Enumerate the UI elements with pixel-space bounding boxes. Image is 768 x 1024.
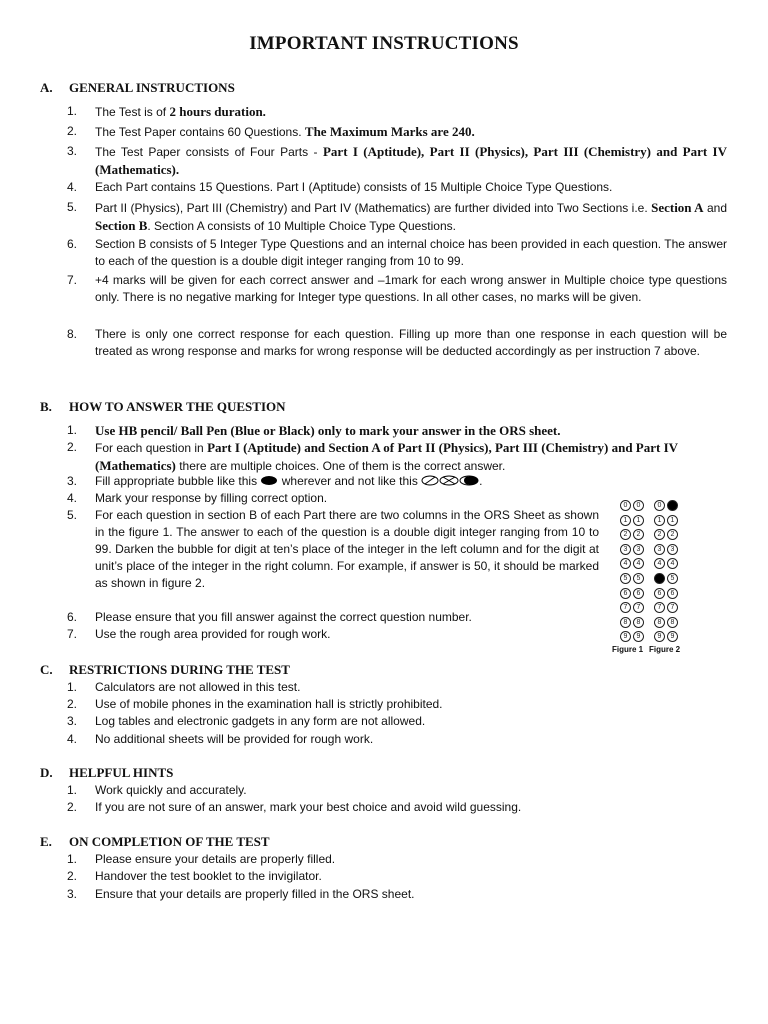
- item-text: Part II (Physics), Part III (Chemistry) and Part IV (Mathematics) are further divided into Two Sections i.e.: [95, 201, 652, 215]
- ors-bubble-fig1-col2-7: 7: [633, 602, 644, 613]
- item-text: . Section A consists of 10 Multiple Choice Type Questions.: [147, 219, 456, 233]
- ors-bubble-fig2-col2-3: 3: [667, 544, 678, 555]
- ors-bubble-fig1-col1-5: 5: [620, 573, 631, 584]
- item-number: 3.: [67, 474, 78, 488]
- ors-bubble-fig2-col1-2: 2: [654, 529, 665, 540]
- section-title: HELPFUL HINTS: [69, 765, 174, 780]
- ors-bubble-fig2-col1-5: 5: [654, 573, 665, 584]
- item-bold-text: Section B: [95, 218, 148, 233]
- ors-bubble-fig1-col2-0: 0: [633, 500, 644, 511]
- section-letter: C.: [40, 662, 53, 677]
- section-letter: E.: [40, 834, 52, 849]
- item-bold-text: Section A: [651, 200, 704, 215]
- section-letter: B.: [40, 399, 52, 414]
- item-number: 2.: [67, 869, 78, 883]
- section-title: GENERAL INSTRUCTIONS: [69, 80, 235, 95]
- item-number: 2.: [67, 440, 78, 454]
- ors-bubble-fig2-col2-7: 7: [667, 602, 678, 613]
- item-bold-text: 2 hours duration.: [169, 104, 266, 119]
- ors-bubble-fig2-col1-0: 0: [654, 500, 665, 511]
- ors-bubble-fig1-col1-0: 0: [620, 500, 631, 511]
- ors-bubble-fig2-col1-1: 1: [654, 515, 665, 526]
- section-title: RESTRICTIONS DURING THE TEST: [69, 662, 290, 677]
- item-text: Fill appropriate bubble like this: [95, 474, 261, 488]
- item-number: 5.: [67, 200, 78, 214]
- item-text: +4 marks will be given for each correct answer and –1mark for each wrong answer in Multiple choice type questions only. There is no negative marking for Integer type questions. In all other cases, no marks will be given.: [95, 273, 727, 304]
- item-number: 5.: [67, 508, 78, 522]
- slashed-bubble-icon: [421, 475, 439, 486]
- item-number: 6.: [67, 610, 78, 624]
- item-text: The Test Paper consists of Four Parts -: [95, 145, 323, 159]
- item-number: 1.: [67, 423, 78, 437]
- ors-bubble-fig2-col1-8: 8: [654, 617, 665, 628]
- item-text: there are multiple choices. One of them is the correct answer.: [175, 459, 506, 473]
- ors-bubble-fig1-col1-1: 1: [620, 515, 631, 526]
- item-bold-text: Part I (Aptitude) and Section A of: [207, 440, 395, 455]
- ors-bubble-fig1-col2-9: 9: [633, 631, 644, 642]
- section-d-heading: [40, 765, 173, 781]
- item-text: There is only one correct response for each question. Filling up more than one response in each question will be treated as wrong response and marks for wrong response will be deducted accordingly as per instruction 7 above.: [95, 327, 727, 358]
- section-c-heading: [40, 662, 290, 678]
- ors-bubble-fig2-col2-9: 9: [667, 631, 678, 642]
- section-b-heading: [40, 399, 286, 415]
- section-title: HOW TO ANSWER THE QUESTION: [69, 399, 286, 414]
- item-number: 1.: [67, 104, 78, 118]
- item-number: 3.: [67, 144, 78, 158]
- item-text: Calculators are not allowed in this test.: [95, 680, 301, 694]
- item-bold-text: Use HB pencil/ Ball Pen (Blue or Black) only to mark your answer in the ORS sheet.: [95, 423, 561, 438]
- item-text: The Test Paper contains 60 Questions.: [95, 125, 305, 139]
- item-number: 7.: [67, 627, 78, 641]
- item-text: wherever and not like this: [278, 474, 422, 488]
- item-bold-text: Part I (Aptitude), Part II (Physics), Part III (Chemistry) and Part IV (Mathematics).: [95, 144, 727, 177]
- ors-bubble-fig1-col1-7: 7: [620, 602, 631, 613]
- item-number: 8.: [67, 327, 78, 341]
- ors-bubble-fig2-col2-5: 5: [667, 573, 678, 584]
- ors-bubble-fig1-col2-6: 6: [633, 588, 644, 599]
- item-text: The Test is of: [95, 105, 170, 119]
- ors-bubble-fig1-col2-3: 3: [633, 544, 644, 555]
- item-text: Ensure that your details are properly filled in the ORS sheet.: [95, 887, 415, 901]
- item-number: 4.: [67, 180, 78, 194]
- item-number: 4.: [67, 732, 78, 746]
- item-text: Use the rough area provided for rough work.: [95, 627, 331, 641]
- item-text: .: [479, 474, 483, 488]
- item-bold-text: Part II (Physics), Part III (Chemistry) and Part IV (Mathematics): [95, 440, 678, 473]
- item-text: No additional sheets will be provided for rough work.: [95, 732, 374, 746]
- section-title: ON COMPLETION OF THE TEST: [69, 834, 270, 849]
- item-number: 2.: [67, 124, 78, 138]
- ors-bubble-fig2-col1-6: 6: [654, 588, 665, 599]
- item-text: Each Part contains 15 Questions. Part I (Aptitude) consists of 15 Multiple Choice Type Questions.: [95, 180, 613, 194]
- ors-bubble-fig1-col2-4: 4: [633, 558, 644, 569]
- crossed-bubble-icon: [439, 475, 459, 486]
- item-text: For each question in section B of each Part there are two columns in the ORS Sheet as shown in the figure 1. The answer to each of the question is a double digit integer ranging from 10 to 99. Darken the bubble for digit at ten’s place of the integer in the left column and for the digit at unit’s place of the integer in the right column. For example, if answer is 50, it should be marked as shown in figure 2.: [95, 508, 599, 590]
- ors-bubble-fig1-col1-8: 8: [620, 617, 631, 628]
- section-e-heading: [40, 834, 270, 850]
- ors-bubble-fig2-col2-0: 0: [667, 500, 678, 511]
- ors-bubble-fig2-col2-6: 6: [667, 588, 678, 599]
- correct-bubble-icon: [260, 475, 278, 486]
- item-number: 3.: [67, 714, 78, 728]
- item-number: 3.: [67, 887, 78, 901]
- item-text: Section B consists of 5 Integer Type Questions and an internal choice has been provided in each question. The answer to each of the question is a double digit integer ranging from 10 to 99.: [95, 237, 727, 268]
- ors-bubble-fig1-col2-5: 5: [633, 573, 644, 584]
- item-number: 7.: [67, 273, 78, 287]
- item-number: 6.: [67, 237, 78, 251]
- section-a-heading: [40, 80, 235, 96]
- item-text: Please ensure your details are properly filled.: [95, 852, 336, 866]
- ors-bubble-fig2-col1-7: 7: [654, 602, 665, 613]
- ors-bubble-fig1-col2-2: 2: [633, 529, 644, 540]
- item-bold-text: The Maximum Marks are 240.: [304, 124, 475, 139]
- ors-bubble-fig1-col1-4: 4: [620, 558, 631, 569]
- item-text: Mark your response by filling correct option.: [95, 491, 328, 505]
- ors-bubble-fig1-col1-3: 3: [620, 544, 631, 555]
- ors-bubble-fig2-col2-2: 2: [667, 529, 678, 540]
- ors-bubble-fig1-col2-1: 1: [633, 515, 644, 526]
- item-text: and: [703, 201, 727, 215]
- item-text: Use of mobile phones in the examination hall is strictly prohibited.: [95, 697, 443, 711]
- ors-bubble-fig1-col1-2: 2: [620, 529, 631, 540]
- item-number: 1.: [67, 783, 78, 797]
- item-text: If you are not sure of an answer, mark your best choice and avoid wild guessing.: [95, 800, 522, 814]
- figure-1-caption: Figure 1: [612, 645, 644, 654]
- item-number: 1.: [67, 680, 78, 694]
- section-letter: D.: [40, 765, 53, 780]
- figure-2-caption: Figure 2: [649, 645, 681, 654]
- ors-bubble-fig2-col2-1: 1: [667, 515, 678, 526]
- item-number: 4.: [67, 491, 78, 505]
- item-text: Work quickly and accurately.: [95, 783, 247, 797]
- ors-bubble-fig2-col2-4: 4: [667, 558, 678, 569]
- item-number: 2.: [67, 800, 78, 814]
- item-number: 1.: [67, 852, 78, 866]
- item-text: For each question in: [95, 441, 208, 455]
- ors-bubble-fig2-col2-8: 8: [667, 617, 678, 628]
- ors-bubble-fig1-col1-6: 6: [620, 588, 631, 599]
- ors-bubble-fig1-col1-9: 9: [620, 631, 631, 642]
- item-number: 2.: [67, 697, 78, 711]
- ors-bubble-fig2-col1-3: 3: [654, 544, 665, 555]
- ors-bubble-fig2-col1-9: 9: [654, 631, 665, 642]
- ors-bubble-figure: [612, 500, 712, 660]
- item-text: Log tables and electronic gadgets in any form are not allowed.: [95, 714, 426, 728]
- half-filled-bubble-icon: [459, 475, 479, 486]
- item-text: Please ensure that you fill answer against the correct question number.: [95, 610, 472, 624]
- ors-bubble-fig1-col2-8: 8: [633, 617, 644, 628]
- ors-bubble-fig2-col1-4: 4: [654, 558, 665, 569]
- item-text: Handover the test booklet to the invigilator.: [95, 869, 322, 883]
- section-letter: A.: [40, 80, 53, 95]
- page-title: IMPORTANT INSTRUCTIONS: [249, 33, 519, 54]
